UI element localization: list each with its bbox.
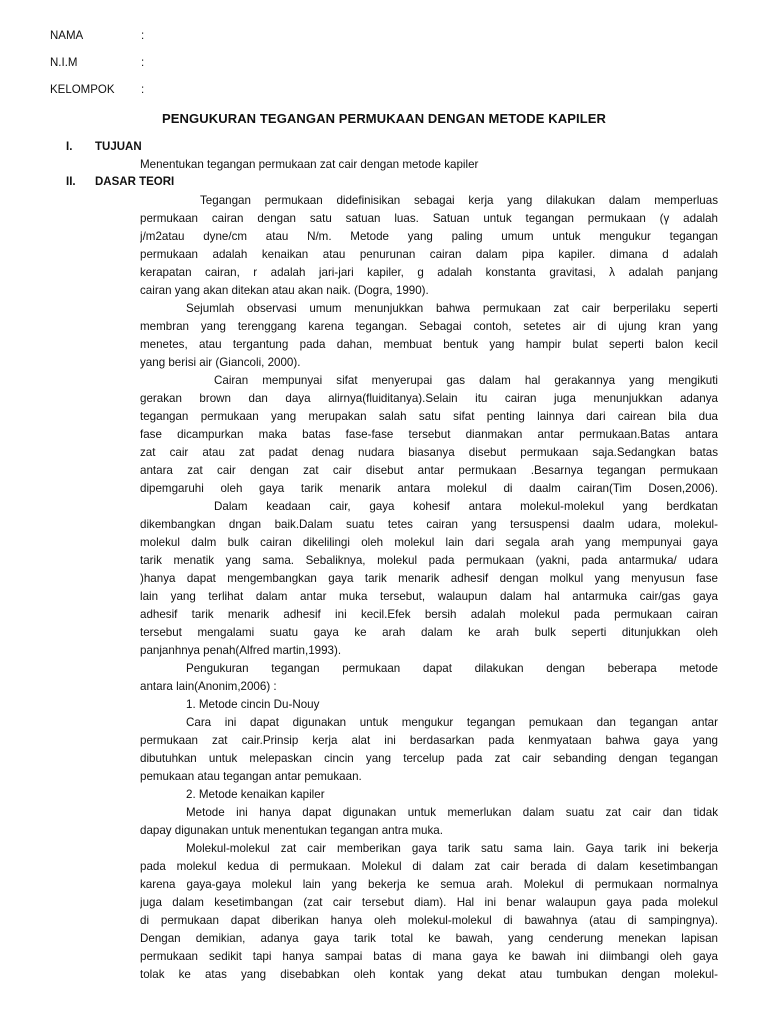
- body-line: Pengukuran tegangan permukaan dapat dilakukan dengan beberapa metode: [186, 662, 718, 675]
- body-line: Metode ini hanya dapat digunakan untuk memerlukan dalam suatu zat cair dan tidak: [186, 806, 718, 819]
- body-line: cairan yang akan ditekan atau akan naik. (Dogra, 1990).: [140, 284, 429, 297]
- body-line: panjanhnya penah(Alfred martin,1993).: [140, 644, 342, 657]
- body-line: tersebut mengalami suatu gaya ke arah dalam ke arah bulk seperti ditunjukkan oleh: [140, 626, 718, 639]
- section-title-tujuan: TUJUAN: [95, 141, 142, 153]
- body-line: fase dicampurkan maka batas fase-fase tersebut dianmakan antar permukaan.Batas antara: [140, 428, 718, 441]
- body-line: kerapatan cairan, r adalah jari-jari kapiler, g adalah konstanta gravitasi, λ adalah panjang: [140, 266, 718, 279]
- body-line: dapay digunakan untuk menentukan tegangan antra muka.: [140, 824, 443, 837]
- section-number-dasar-teori: II.: [66, 176, 76, 188]
- body-line: Molekul-molekul zat cair memberikan gaya tarik satu sama lain. Gaya tarik ini bekerja: [186, 842, 718, 855]
- body-line: tarik menatik yang sama. Sebaliknya, molekul pada permukaan (yakni, pada antarmuka/ udara: [140, 554, 718, 567]
- body-line: Dalam keadaan cair, gaya kohesif antara molekul-molekul yang berdkatan: [214, 500, 718, 513]
- body-line: permukaan adalah kenaikan atau penurunan cairan dalam pipa kapiler. dimana d adalah: [140, 248, 718, 261]
- body-line: gerakan brown dan daya alirnya(fluiditanya).Selain itu cairan juga menunjukkan adanya: [140, 392, 718, 405]
- body-line: molekul dalm bulk cairan dikelilingi oleh molekul lain dari segala arah yang mempunyai gaya: [140, 536, 718, 549]
- identity-colon: :: [141, 57, 145, 69]
- body-line: dibutuhkan untuk melepaskan cincin yang tercelup pada zat cair sebanding dengan tegangan: [140, 752, 718, 765]
- body-line: juga dalam kesetimbangan (zat cair tersebut diam). Hal ini benar walaupun gaya pada molekul: [140, 896, 718, 909]
- identity-colon: :: [141, 84, 145, 96]
- body-line: dipemgaruhi oleh gaya tarik menarik antara molekul di daalm cairan(Tim Dosen,2006).: [140, 482, 718, 495]
- body-line: )hanya dapat mengembangkan gaya tarik menarik adhesif dengan molkul yang menyusun fase: [140, 572, 718, 585]
- body-line: tegangan permukaan yang merupakan salah satu sifat penting lainnya dari cairean bila dua: [140, 410, 718, 423]
- body-line: permukaan zat cair.Prinsip kerja alat ini berdasarkan pada kenmyataan bahwa gaya yang: [140, 734, 718, 747]
- body-line: j/m2atau dyne/cm atau N/m. Metode yang paling umum untuk mengukur tegangan: [140, 230, 718, 243]
- body-line: tolak ke atas yang disebabkan oleh kontak yang dekat atau tumbukan dengan molekul-: [140, 968, 718, 981]
- section-number-tujuan: I.: [66, 141, 73, 153]
- body-line: pada molekul kedua di permukaan. Molekul di dalam zat cair berada di dalam kesetimbangan: [140, 860, 718, 873]
- body-line: Dengan demikian, adanya gaya tarik total ke bawah, yang cenderung menekan lapisan: [140, 932, 718, 945]
- identity-label: N.I.M: [50, 57, 78, 69]
- body-line: dikembangkan dngan baik.Dalam suatu tetes cairan yang tersuspensi daalm udara, molekul-: [140, 518, 718, 531]
- body-line: pemukaan atau tegangan antar pemukaan.: [140, 770, 362, 783]
- body-line: permukaan sedikit tapi hanya sampai batas di mana gaya ke bawah ini diimbangi oleh gaya: [140, 950, 718, 963]
- body-line: Menentukan tegangan permukaan zat cair dengan metode kapiler: [140, 158, 479, 171]
- section-title-dasar-teori: DASAR TEORI: [95, 176, 175, 188]
- body-line: Tegangan permukaan didefinisikan sebagai kerja yang dilakukan dalam memperluas: [200, 194, 718, 207]
- identity-colon: :: [141, 30, 145, 42]
- body-line: antara zat cair dengan zat cair disebut antar permukaan .Besarnya tegangan permukaan: [140, 464, 718, 477]
- body-line: Sejumlah observasi umum menunjukkan bahwa permukaan zat cair berperilaku seperti: [186, 302, 718, 315]
- body-line: membran yang terenggang karena tegangan. Sebagai contoh, setetes air di ujung kran yang: [140, 320, 718, 333]
- body-line: menetes, atau tergantung pada dahan, membuat bentuk yang hampir bulat seperti balon kecil: [140, 338, 718, 351]
- body-line: antara lain(Anonim,2006) :: [140, 680, 277, 693]
- body-line: karena gaya-gaya molekul lain yang bekerja ke semua arah. Molekul di permukaan normalnya: [140, 878, 718, 891]
- body-line: lain yang terlihat dalam antar muka tersebut, walaupun dalam hal antarmuka cair/gas gaya: [140, 590, 718, 603]
- body-line: yang berisi air (Giancoli, 2000).: [140, 356, 301, 369]
- body-line: zat cair atau zat padat denag nudara biasanya disebut permukaan saja.Sedangkan batas: [140, 446, 718, 459]
- body-line: adhesif tarik menarik adhesif ini kecil.Efek bersih adalah molekul pada permukaan cairan: [140, 608, 718, 621]
- body-line: Cairan mempunyai sifat menyerupai gas dalam hal gerakannya yang mengikuti: [214, 374, 718, 387]
- body-line: Cara ini dapat digunakan untuk mengukur tegangan pemukaan dan tegangan antar: [186, 716, 718, 729]
- identity-label: NAMA: [50, 30, 84, 42]
- body-line: 1. Metode cincin Du-Nouy: [186, 698, 320, 711]
- body-line: di permukaan dapat diberikan hanya oleh molekul-molekul di bawahnya (atau di sampingnya).: [140, 914, 718, 927]
- body-line: permukaan cairan dengan satu satuan luas. Satuan untuk tegangan permukaan (γ adalah: [140, 212, 718, 225]
- document-title: PENGUKURAN TEGANGAN PERMUKAAN DENGAN METODE KAPILER: [162, 111, 606, 126]
- body-line: 2. Metode kenaikan kapiler: [186, 788, 325, 801]
- identity-label: KELOMPOK: [50, 84, 115, 96]
